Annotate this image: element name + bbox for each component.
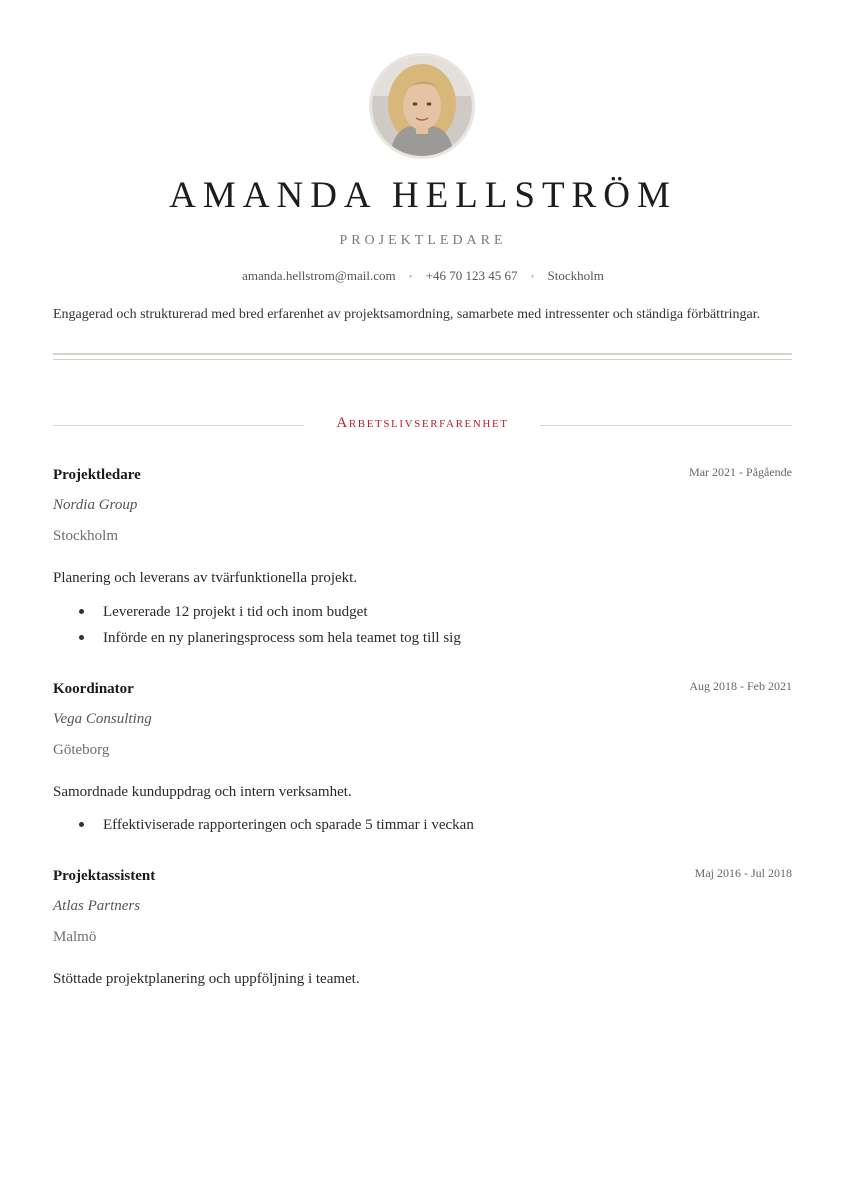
person-name: AMANDA HELLSTRÖM — [169, 175, 677, 216]
experience-entry — [53, 681, 792, 851]
section-title: Arbetslivserfarenhet — [336, 415, 509, 431]
separator-dot: • — [408, 272, 413, 283]
section-heading-experience — [53, 415, 792, 435]
separator-dot: • — [530, 272, 535, 283]
company-name: Atlas Partners — [53, 898, 141, 914]
achievement-item: Levererade 12 projekt i tid och inom budget — [53, 603, 461, 629]
experience-entry — [53, 467, 792, 657]
job-location: Stockholm — [53, 528, 119, 544]
job-description: Samordnade kunduppdrag och intern verksamhet. — [53, 784, 352, 800]
job-location: Malmö — [53, 929, 97, 945]
experience-entry — [53, 868, 792, 998]
header-divider — [53, 353, 792, 360]
position-title: Projektledare — [53, 467, 141, 483]
company-name: Vega Consulting — [53, 711, 152, 727]
email-text[interactable]: amanda.hellstrom@mail.com — [242, 268, 396, 283]
position-title: Koordinator — [53, 681, 134, 697]
profile-summary: Engagerad och strukturerad med bred erfarenhet av projektsamordning, samarbete med intressenter och ständiga förbättringar. — [53, 307, 761, 322]
job-title-subtitle: PROJEKTLEDARE — [339, 233, 507, 248]
profile-photo — [372, 56, 472, 156]
employment-dates: Aug 2018 - Feb 2021 — [689, 679, 792, 693]
job-description: Stöttade projektplanering och uppföljning i teamet. — [53, 971, 360, 987]
position-title: Projektassistent — [53, 868, 156, 884]
job-location: Göteborg — [53, 742, 110, 758]
achievement-list — [53, 603, 461, 655]
avatar — [369, 53, 475, 159]
employment-dates: Maj 2016 - Jul 2018 — [694, 866, 792, 880]
phone-text[interactable]: +46 70 123 45 67 — [425, 268, 518, 283]
heading-rule-right — [540, 425, 792, 426]
company-name: Nordia Group — [53, 497, 138, 513]
employment-dates: Mar 2021 - Pågående — [689, 465, 792, 479]
job-description: Planering och leverans av tvärfunktionella projekt. — [53, 570, 358, 586]
city-text: Stockholm — [547, 268, 604, 283]
achievement-list — [53, 816, 474, 842]
achievement-item: Effektiviserade rapporteringen och sparade 5 timmar i veckan — [53, 816, 474, 842]
contact-line — [0, 268, 846, 284]
achievement-item: Införde en ny planeringsprocess som hela teamet tog till sig — [53, 629, 461, 655]
